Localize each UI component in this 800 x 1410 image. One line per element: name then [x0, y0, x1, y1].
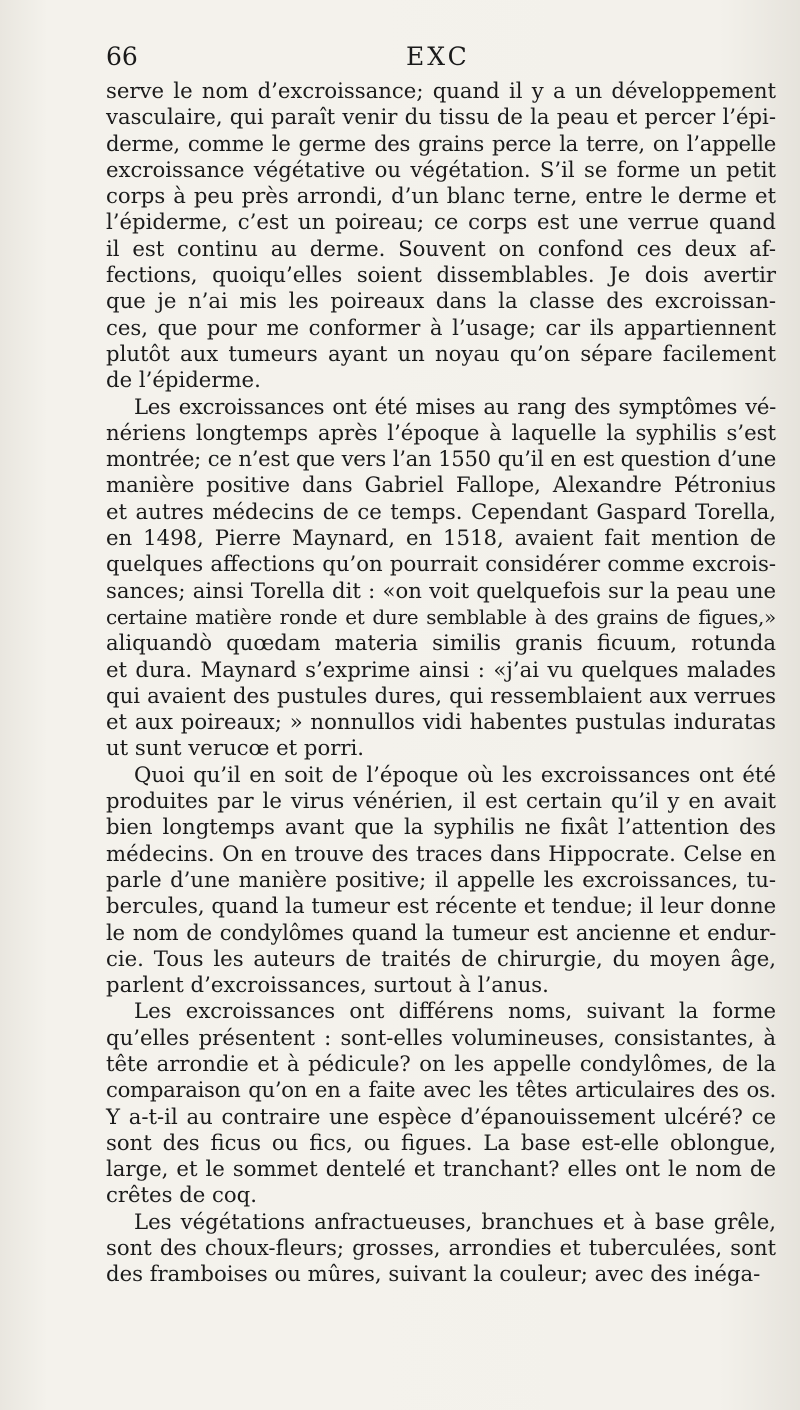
text-line: en 1498, Pierre Maynard, en 1518, avaient fait mention de — [106, 525, 776, 551]
text-line: serve le nom d’excroissance; quand il y a un développement — [106, 78, 776, 103]
text-line: certaine matière ronde et dure semblable à des grains de figues,» — [106, 604, 776, 629]
text-line: Les excroissances ont été mises au rang des symptômes vé- — [134, 393, 776, 419]
text-line: crêtes de coq. — [106, 1182, 257, 1208]
text-line: derme, comme le germe des grains perce la terre, on l’appelle — [106, 130, 776, 156]
text-line: sances; ainsi Torella dit : «on voit quelquefois sur la peau une — [106, 577, 776, 603]
paragraph — [106, 78, 776, 394]
text-line: Quoi qu’il en soit de l’époque où les excroissances ont été — [134, 761, 776, 787]
text-line: bercules, quand la tumeur est récente et tendue; il leur donne — [106, 893, 777, 919]
text-line: qu’elles présentent : sont-elles volumineuses, consistantes, à — [106, 1024, 776, 1050]
text-line: nériens longtemps après l’époque à laquelle la syphilis s’est — [106, 419, 776, 445]
text-line: aliquandò quœdam materia similis granis ficuum, rotunda — [106, 630, 776, 656]
text-line: quelques affections qu’on pourrait considérer comme excrois- — [106, 551, 776, 577]
text-line: cie. Tous les auteurs de traités de chirurgie, du moyen âge, — [106, 945, 776, 971]
text-body — [106, 78, 776, 1288]
text-line: Les excroissances ont différens noms, suivant la forme — [134, 998, 776, 1024]
text-line: plutôt aux tumeurs ayant un noyau qu’on sépare facilement — [106, 340, 776, 366]
text-line: et dura. Maynard s’exprime ainsi : «j’ai vu quelques malades — [106, 656, 776, 682]
text-line: fections, quoiqu’elles soient dissemblables. Je dois avertir — [106, 262, 776, 288]
text-line: des framboises ou mûres, suivant la couleur; avec des inéga- — [106, 1261, 761, 1287]
text-line: Y a-t-il au contraire une espèce d’épanouissement ulcéré? ce — [106, 1103, 776, 1129]
text-line: Les végétations anfractueuses, branchues et à base grêle, — [134, 1208, 776, 1234]
text-line: ces, que pour me conformer à l’usage; car ils appartiennent — [106, 314, 776, 340]
text-line: parle d’une manière positive; il appelle les excroissances, tu- — [106, 866, 776, 892]
text-line: que je n’ai mis les poireaux dans la classe des excroissan- — [106, 288, 776, 314]
text-line: manière positive dans Gabriel Fallope, Alexandre Pétronius — [106, 472, 776, 498]
text-line: large, et le sommet dentelé et tranchant? elles ont le nom de — [106, 1156, 776, 1182]
text-line: de l’épiderme. — [106, 367, 261, 393]
text-line: qui avaient des pustules dures, qui ressemblaient aux verrues — [106, 682, 776, 708]
running-head: EXC — [406, 42, 470, 71]
paragraph — [106, 762, 776, 999]
text-line: et aux poireaux; » nonnullos vidi habentes pustulas induratas — [106, 709, 776, 735]
text-line: montrée; ce n’est que vers l’an 1550 qu’il en est question d’une — [106, 446, 776, 472]
paragraph — [106, 1209, 776, 1288]
text-line: excroissance végétative ou végétation. S’il se forme un petit — [106, 156, 776, 182]
text-line: bien longtemps avant que la syphilis ne fixât l’attention des — [106, 814, 776, 840]
page-number: 66 — [106, 42, 138, 71]
text-line: et autres médecins de ce temps. Cependant Gaspard Torella, — [106, 498, 776, 524]
text-line: vasculaire, qui paraît venir du tissu de la peau et percer l’épi- — [106, 104, 776, 130]
text-line: il est continu au derme. Souvent on confond ces deux af- — [106, 235, 776, 261]
text-line: médecins. On en trouve des traces dans Hippocrate. Celse en — [106, 840, 776, 866]
text-line: corps à peu près arrondi, d’un blanc terne, entre le derme et — [106, 183, 776, 209]
text-line: le nom de condylômes quand la tumeur est ancienne et endur- — [106, 919, 776, 945]
text-line: l’épiderme, c’est un poireau; ce corps est une verrue quand — [106, 209, 776, 235]
text-line: sont des choux-fleurs; grosses, arrondies et tuberculées, sont — [106, 1235, 776, 1261]
text-line: comparaison qu’on en a faite avec les têtes articulaires des os. — [106, 1077, 776, 1103]
page-header — [106, 42, 776, 76]
text-line: produites par le virus vénérien, il est certain qu’il y en avait — [106, 788, 776, 814]
text-line: parlent d’excroissances, surtout à l’anus. — [106, 972, 549, 998]
text-line: ut sunt verucœ et porri. — [106, 735, 365, 761]
text-line: sont des ficus ou fics, ou figues. La base est-elle oblongue, — [106, 1129, 776, 1155]
paragraph — [106, 998, 776, 1208]
paragraph — [106, 394, 776, 762]
text-line: tête arrondie et à pédicule? on les appelle condylômes, de la — [106, 1050, 776, 1076]
